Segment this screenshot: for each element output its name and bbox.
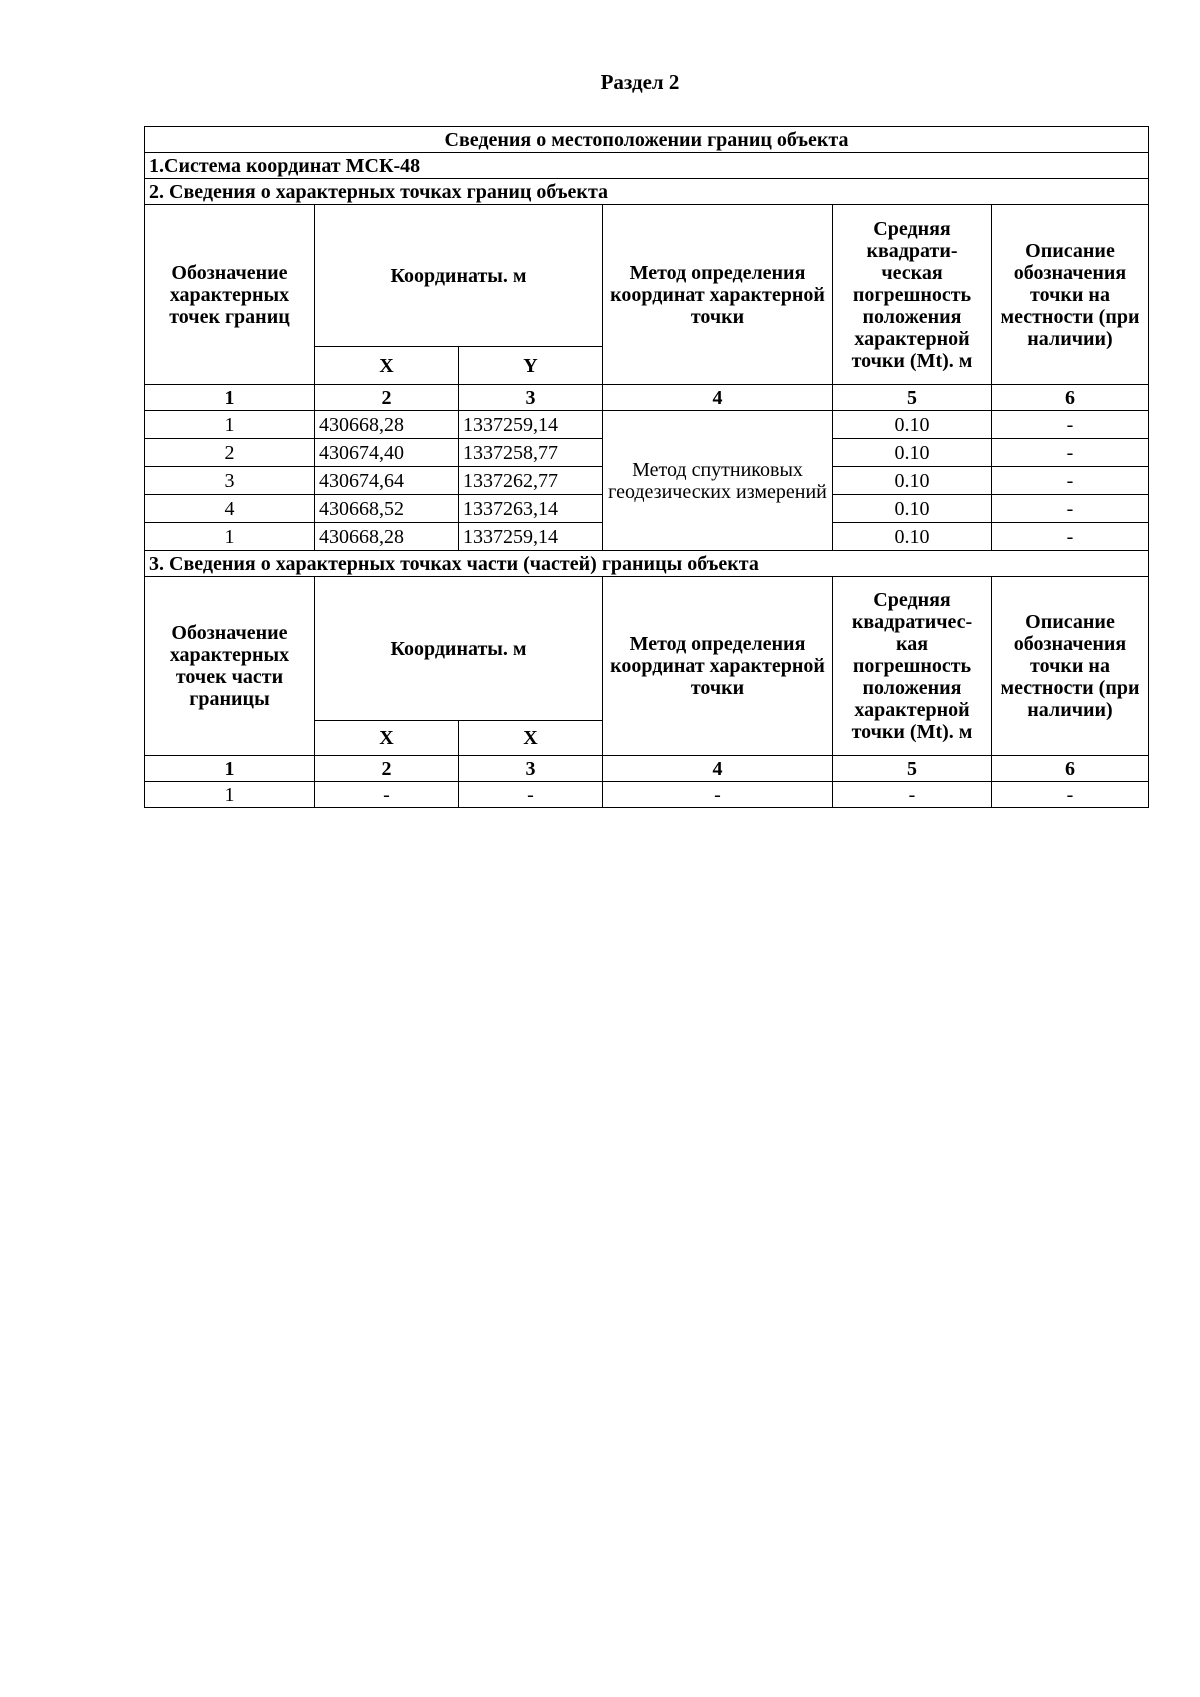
part3-col-x1: X <box>315 721 459 756</box>
part3-num-6: 6 <box>992 756 1149 782</box>
error-value: - <box>833 782 992 808</box>
part3-num-5: 5 <box>833 756 992 782</box>
part2-col-error: Средняя квадрати-ческая погрешность положения характерной точки (Mt). м <box>833 205 992 385</box>
desc-value: - <box>992 782 1149 808</box>
part3-num-1: 1 <box>145 756 315 782</box>
point-id: 1 <box>145 782 315 808</box>
error-value: 0.10 <box>833 467 992 495</box>
error-value: 0.10 <box>833 411 992 439</box>
part2-col-point: Обозначение характерных точек границ <box>145 205 315 385</box>
desc-value: - <box>992 523 1149 551</box>
part2-num-4: 4 <box>603 385 833 411</box>
method-value: Метод спутниковых геодезических измерений <box>603 411 833 551</box>
part2-col-method: Метод определения координат характерной точки <box>603 205 833 385</box>
error-value: 0.10 <box>833 523 992 551</box>
part3-col-desc: Описание обозначения точки на местности (при наличии) <box>992 577 1149 756</box>
part3-col-x2: X <box>459 721 603 756</box>
coord-y: 1337259,14 <box>459 411 603 439</box>
part3-col-method: Метод определения координат характерной точки <box>603 577 833 756</box>
point-id: 1 <box>145 523 315 551</box>
part2-num-2: 2 <box>315 385 459 411</box>
error-value: 0.10 <box>833 439 992 467</box>
part3-title: 3. Сведения о характерных точках части (частей) границы объекта <box>145 551 1149 577</box>
table-row <box>145 411 1149 439</box>
part2-num-5: 5 <box>833 385 992 411</box>
part2-num-1: 1 <box>145 385 315 411</box>
part2-num-3: 3 <box>459 385 603 411</box>
coord-y: 1337262,77 <box>459 467 603 495</box>
part3-col-point: Обозначение характерных точек части границы <box>145 577 315 756</box>
table-row <box>145 782 1149 808</box>
part2-title: 2. Сведения о характерных точках границ объекта <box>145 179 1149 205</box>
part2-col-coords: Координаты. м <box>315 205 603 347</box>
boundary-table <box>144 126 1149 808</box>
part2-num-6: 6 <box>992 385 1149 411</box>
point-id: 3 <box>145 467 315 495</box>
coord-x: - <box>315 782 459 808</box>
part3-num-2: 2 <box>315 756 459 782</box>
section-title: Раздел 2 <box>600 70 680 94</box>
coord-x: 430668,52 <box>315 495 459 523</box>
desc-value: - <box>992 495 1149 523</box>
part3-num-4: 4 <box>603 756 833 782</box>
coord-x: 430674,64 <box>315 467 459 495</box>
part2-col-y: Y <box>459 347 603 385</box>
coord-y: 1337259,14 <box>459 523 603 551</box>
error-value: 0.10 <box>833 495 992 523</box>
coord-y: 1337263,14 <box>459 495 603 523</box>
desc-value: - <box>992 467 1149 495</box>
table-title: Сведения о местоположении границ объекта <box>145 127 1149 153</box>
point-id: 4 <box>145 495 315 523</box>
part3-col-error: Средняя квадратичес-кая погрешность положения характерной точки (Mt). м <box>833 577 992 756</box>
method-value: - <box>603 782 833 808</box>
part2-col-desc: Описание обозначения точки на местности (при наличии) <box>992 205 1149 385</box>
part3-col-coords: Координаты. м <box>315 577 603 721</box>
coord-x: 430668,28 <box>315 411 459 439</box>
coord-y: 1337258,77 <box>459 439 603 467</box>
coord-x: 430674,40 <box>315 439 459 467</box>
coord-system-row: 1.Система координат МСК-48 <box>145 153 1149 179</box>
desc-value: - <box>992 439 1149 467</box>
point-id: 2 <box>145 439 315 467</box>
part3-num-3: 3 <box>459 756 603 782</box>
part2-col-x: X <box>315 347 459 385</box>
coord-x: 430668,28 <box>315 523 459 551</box>
desc-value: - <box>992 411 1149 439</box>
coord-y: - <box>459 782 603 808</box>
point-id: 1 <box>145 411 315 439</box>
